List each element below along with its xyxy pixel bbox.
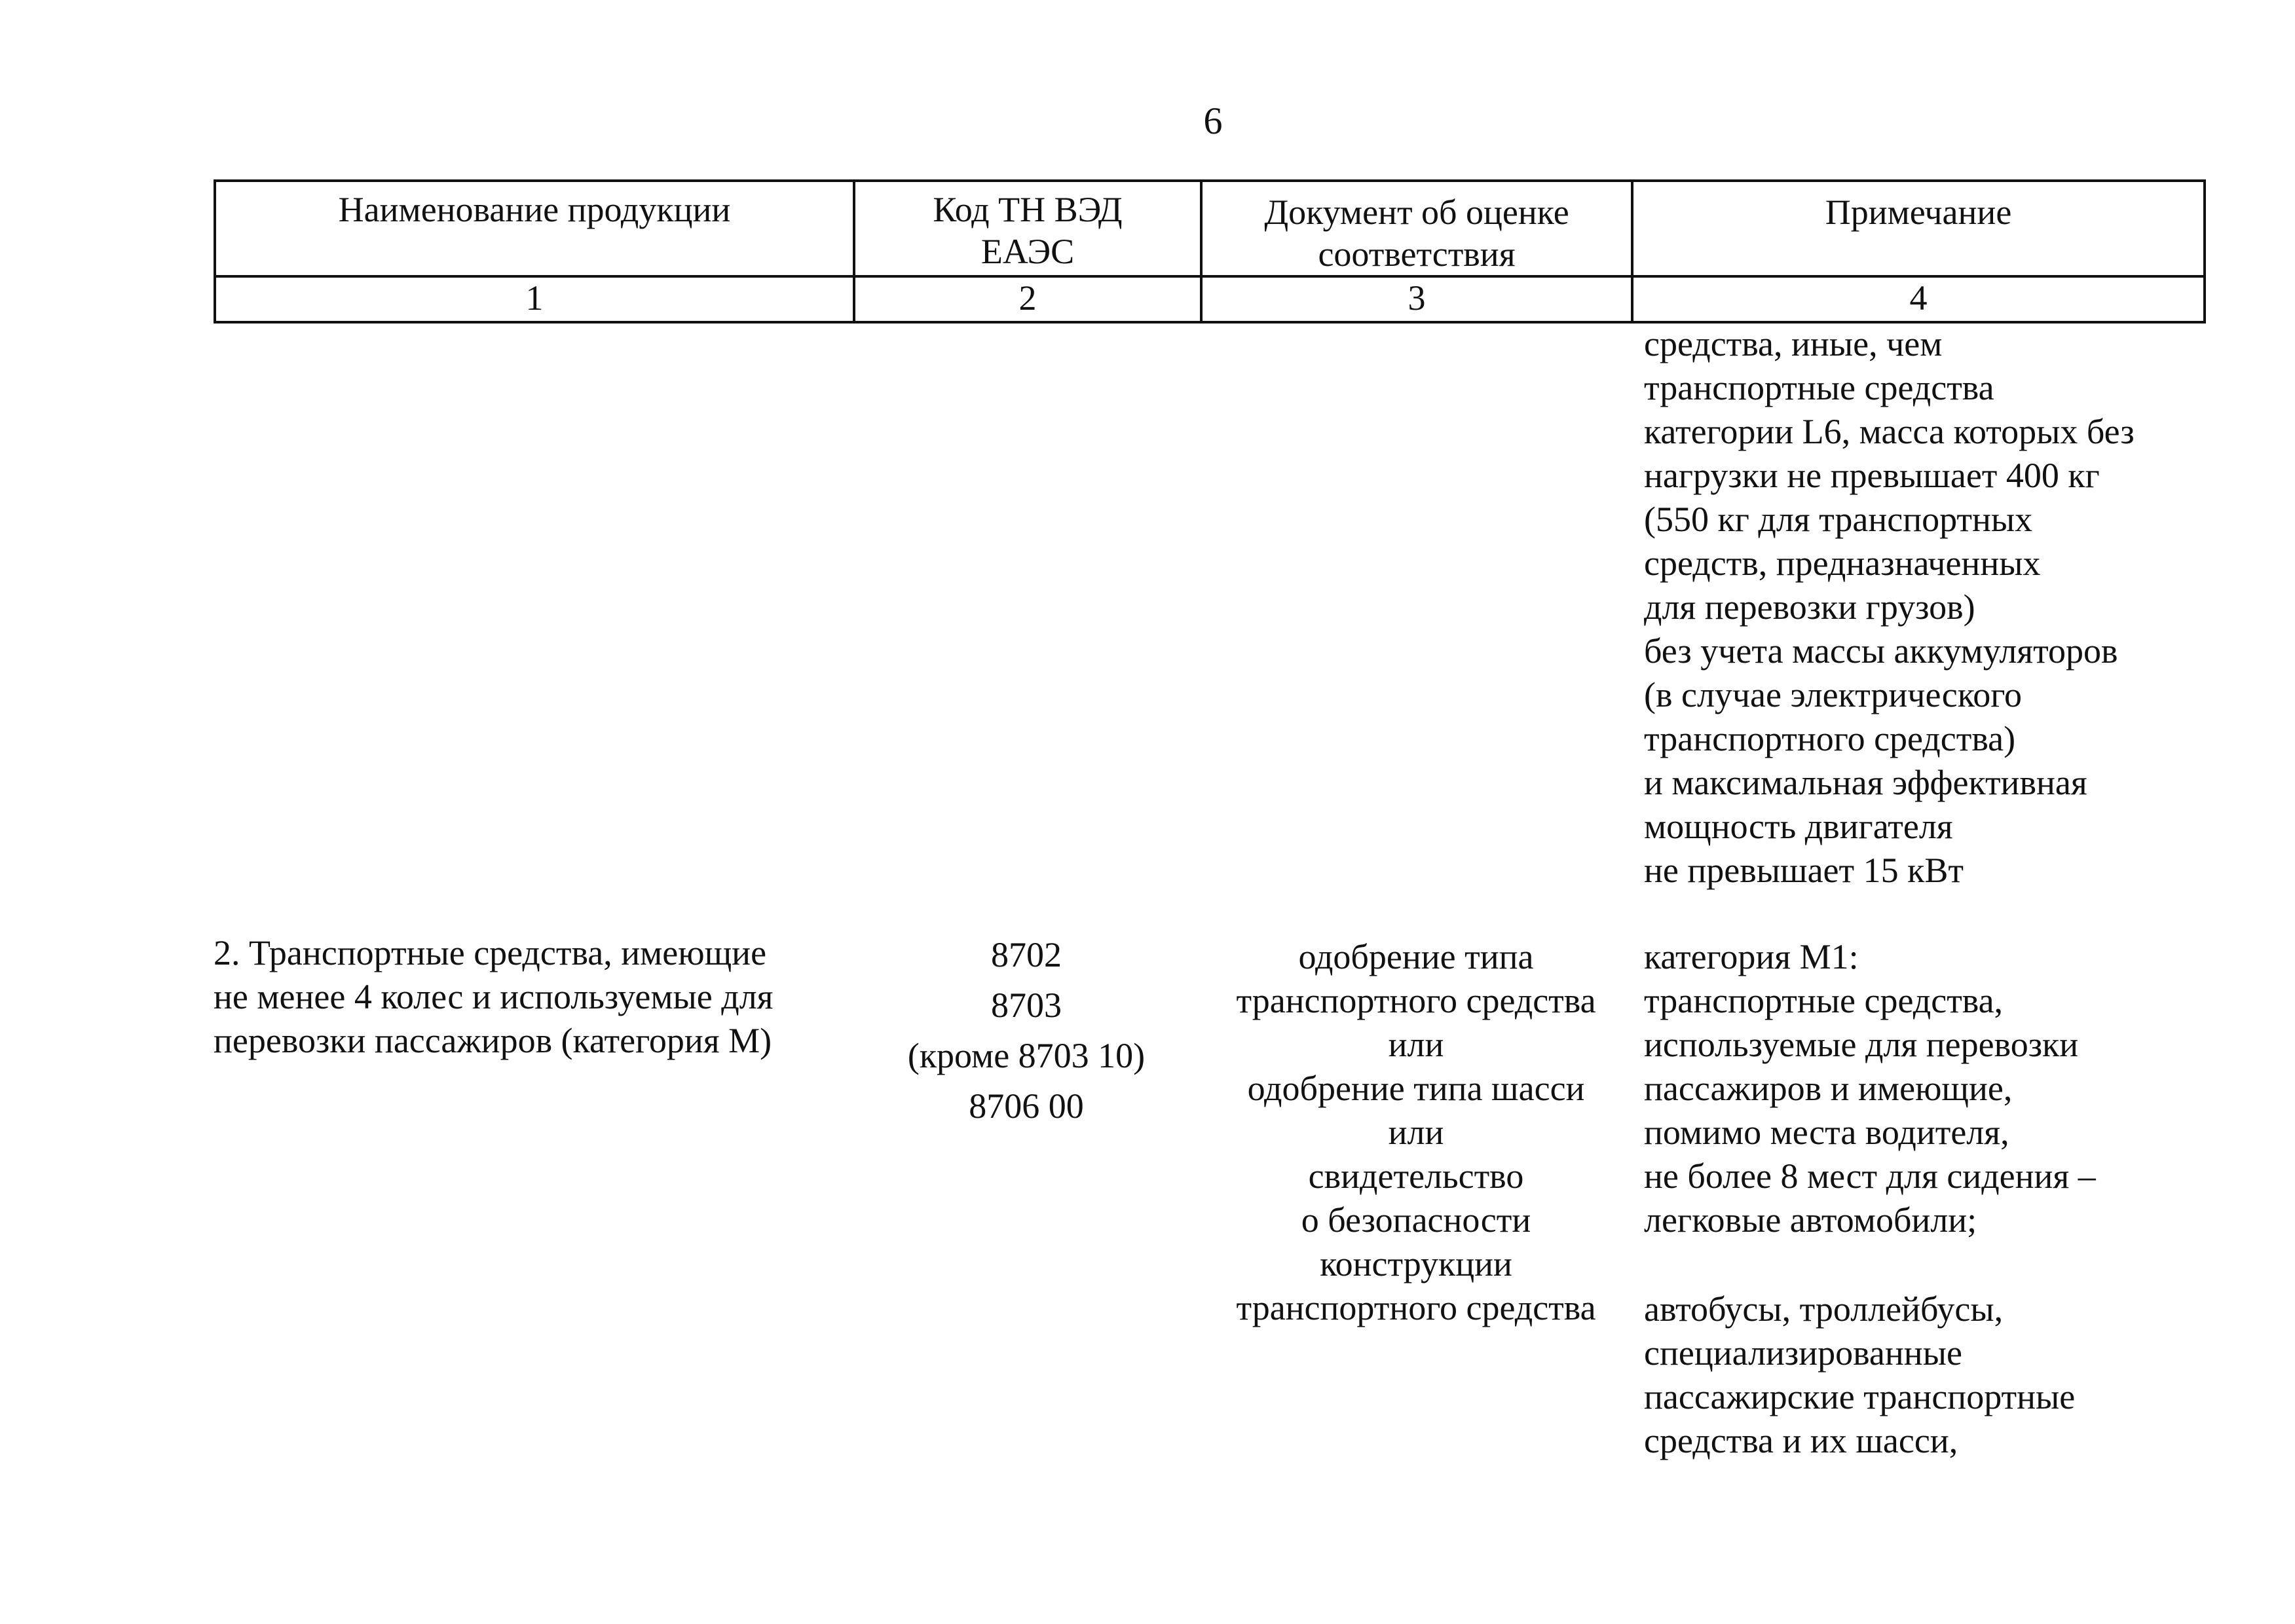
header-cell-product-name <box>215 181 854 276</box>
column-number: 3 <box>1201 276 1632 322</box>
row-2-note-m1: категория M1: транспортные средства, используемые для перевозки пассажиров и имеющие, помимо места водителя, не более 8 мест для сидения – легковые автомобили; <box>1644 937 2096 1240</box>
row-2-codes: 8702 8703 (кроме 8703 10) 8706 00 <box>907 935 1146 1126</box>
continuation-note: средства, иные, чем транспортные средства категории L6, масса которых без нагрузки не превышает 400 кг (550 кг для транспортных средств, предназначенных для перевозки грузов) без учета массы аккумуляторов (в случае электрического транспортного средства) и максимальная эффективная мощность двигателя не превышает 15 кВт <box>1644 324 2135 890</box>
column-number: 4 <box>1632 276 2205 322</box>
header-label: Код ТН ВЭД ЕАЭС <box>933 190 1123 271</box>
header-label: Наименование продукции <box>338 190 731 229</box>
header-label: Примечание <box>1825 193 2012 232</box>
header-row <box>215 181 2205 276</box>
row-2-product-name: 2. Транспортные средства, имеющие не менее 4 колес и используемые для перевозки пассажиров (категория М) <box>214 933 774 1060</box>
header-cell-note <box>1632 181 2205 276</box>
column-number: 1 <box>215 276 854 322</box>
row-2-note-buses: автобусы, троллейбусы, специализированные пассажирские транспортные средства и их шасси, <box>1644 1289 2076 1460</box>
page-number: 6 <box>1203 100 1223 142</box>
column-number-row <box>215 276 2205 322</box>
header-cell-document <box>1201 181 1632 276</box>
header-label: Документ об оценке соответствия <box>1264 193 1569 274</box>
column-number: 2 <box>854 276 1201 322</box>
table-header <box>214 179 2206 323</box>
header-cell-code <box>854 181 1201 276</box>
row-2-document: одобрение типа транспортного средства или одобрение типа шасси или свидетельство о безопасности конструкции транспортного средства <box>1236 937 1596 1327</box>
